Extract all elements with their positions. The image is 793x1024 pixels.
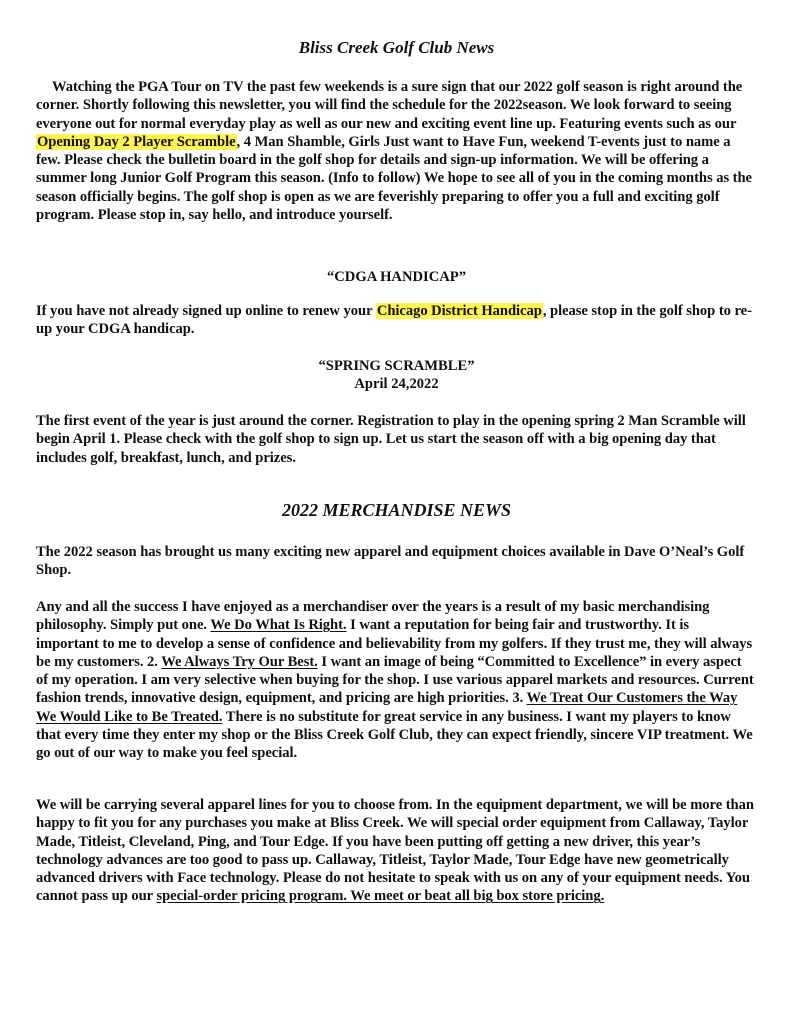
philosophy-paragraph [36, 598, 755, 763]
merchandise-intro: The 2022 season has brought us many exciting new apparel and equipment choices available in Dave O’Neal’s Golf Shop. [36, 544, 745, 579]
merchandise-title: 2022 MERCHANDISE NEWS [281, 500, 512, 520]
cdga-text-1: If you have not already signed up online to renew your [36, 303, 376, 319]
intro-paragraph [36, 78, 755, 224]
philosophy-text-1: Any and all the success I have enjoyed as a merchandiser over the years is a result of my basic merchandising philosophy. Simply put one. [36, 599, 710, 634]
equipment-paragraph [36, 796, 755, 906]
scramble-heading: “SPRING SCRAMBLE” [318, 358, 475, 374]
principle-one: We Do What Is Right. [210, 617, 347, 634]
principle-three: We Treat Our Customers the Way We Would Like to Be Treated. [36, 690, 738, 725]
cdga-text-2: , please stop in the golf shop to re-up your CDGA handicap. [36, 303, 752, 338]
cdga-heading: “CDGA HANDICAP” [326, 269, 467, 285]
philosophy-text-4: There is no substitute for great service in any business. I want my players to know that every time they enter my shop or the Bliss Creek Golf Club, they can expect friendly, sincere VIP treatment. We go out of our way to make you feel special. [36, 708, 753, 762]
cdga-highlight: Chicago District Handicap [376, 303, 542, 319]
equipment-text-1: We will be carrying several apparel lines for you to choose from. In the equipment department, we will be more than happy to fit you for any purchases you make at Bliss Creek. We will special order equipment from Callaway, Taylor Made, Titleist, Cleveland, Ping, and Tour Edge. If you have been putting off getting a new driver, this year’s technology advances are too good to pass up. Callaway, Titleist, Taylor Made, Tour Edge have new geometrically advanced drivers with Face technology. Please do not hesitate to speak with us on any of your equipment needs. You cannot pass up our [36, 797, 754, 905]
scramble-paragraph: The first event of the year is just around the corner. Registration to play in the opening spring 2 Man Scramble will begin April 1. Please check with the golf shop to sign up. Let us start the season off with a big opening day that includes golf, breakfast, lunch, and prizes. [36, 413, 746, 466]
intro-text-2: , 4 Man Shamble, Girls Just want to Have Fun, weekend T-events just to name a few. Please check the bulletin board in the golf shop for details and sign-up information. We will be offering a summer long Junior Golf Program this season. (Info to follow) We hope to see all of you in the coming months as the season officially begins. The golf shop is open as we are feverishly preparing to offer you a full and exciting golf program. Please stop in, say hello, and introduce yourself. [36, 133, 752, 224]
scramble-date: April 24,2022 [354, 376, 439, 392]
principle-two: We Always Try Our Best. [161, 653, 318, 670]
philosophy-text-2: I want a reputation for being fair and trustworthy. It is important to me to develop a sense of confidence and believability from my golfers. If they trust me, they will always be my customers. 2. [36, 617, 753, 670]
intro-text-1: Watching the PGA Tour on TV the past few weekends is a sure sign that our 2022 golf season is right around the corner. Shortly following this newsletter, you will find the schedule for the 2022season. We look forward to seeing everyone out for normal everyday play as well as our new and exciting event line up. Featuring events such as our [36, 79, 743, 132]
philosophy-text-3: I want an image of being “Committed to Excellence” in every aspect of my operation. I am very selective when buying for the shop. I use various apparel markets and resources. Current fashion trends, innovative design, equipment, and pricing are high priorities. 3. [36, 653, 754, 707]
cdga-paragraph [36, 302, 755, 339]
newsletter-title: Bliss Creek Golf Club News [298, 38, 495, 57]
opening-day-highlight: Opening Day 2 Player Scramble [37, 133, 236, 150]
special-order-pricing: special-order pricing program. We meet or beat all big box store pricing. [156, 888, 605, 905]
